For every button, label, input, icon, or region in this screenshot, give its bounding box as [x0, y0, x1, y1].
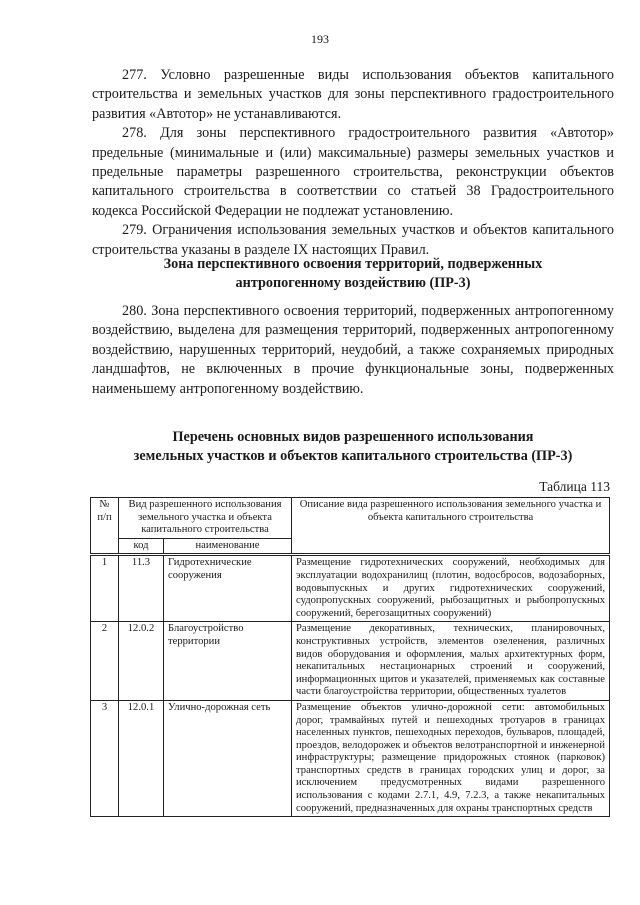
section-heading-line1: Зона перспективного освоения территорий, подверженных — [163, 256, 543, 272]
section-heading-line2: антропогенному воздействию (ПР-3) — [235, 275, 471, 291]
row-description: Размещение декоративных, технических, планировочных, конструктивных устройств, элементов озеленения, различных видов оборудования и оформления, малых архитектурных форм, некапитальных нестационарных строений и сооружений, информационных щитов и указателей, применяемых как составные части благоустройства территории, общественных туалетов — [292, 622, 610, 701]
row-num: 1 — [91, 555, 119, 622]
header-code: код — [119, 538, 164, 555]
row-code: 12.0.2 — [119, 622, 164, 701]
page-number: 193 — [311, 32, 329, 46]
row-code: 12.0.1 — [119, 700, 164, 816]
row-name: Благоустройство территории — [164, 622, 292, 701]
header-use-type: Вид разрешенного использования земельного участка и объекта капитального строительства — [119, 498, 292, 539]
table-caption: Таблица 113 — [539, 479, 610, 494]
paragraph-280-block — [92, 302, 614, 399]
header-name: наименование — [164, 538, 292, 555]
header-description: Описание вида разрешенного использования земельного участка и объекта капитального строительства — [292, 498, 610, 555]
header-num: № п/п — [91, 498, 119, 555]
row-code: 11.3 — [119, 555, 164, 622]
table-header-row — [91, 498, 610, 539]
list-heading-line2: земельных участков и объектов капитального строительства (ПР-3) — [133, 448, 573, 464]
list-heading-line1: Перечень основных видов разрешенного использования — [172, 429, 534, 445]
row-name: Гидротехнические сооружения — [164, 555, 292, 622]
paragraph-278: 278. Для зоны перспективного градостроительного развития «Автотор» предельные (минимальные и (или) максимальные) размеры земельных участков и предельные параметры разрешенного строительства, реконструкции объектов капитального строительства в соответствии со статьей 38 Градостроительного кодекса Российской Федерации не подлежат установлению. — [92, 125, 614, 219]
paragraph-280: 280. Зона перспективного освоения территорий, подверженных антропогенному воздействию, выделена для размещения территорий, подверженных антропогенному воздействию, нарушенных территорий, неудобий, а также сохраняемых природных ландшафтов, не включенных в прочие функциональные зоны, подверженных наименьшему антропогенному воздействию. — [92, 303, 614, 397]
list-heading — [92, 428, 614, 466]
table-row — [91, 622, 610, 701]
row-num: 2 — [91, 622, 119, 701]
permitted-use-table — [90, 497, 610, 817]
row-num: 3 — [91, 700, 119, 816]
row-name: Улично-дорожная сеть — [164, 700, 292, 816]
table-row — [91, 700, 610, 816]
top-paragraphs — [92, 66, 614, 260]
paragraph-277: 277. Условно разрешенные виды использования объектов капитального строительства и земельных участков для зоны перспективного градостроительного развития «Автотор» не устанавливаются. — [92, 67, 614, 122]
row-description: Размещение гидротехнических сооружений, необходимых для эксплуатации водохранилищ (плотин, водосбросов, водозаборных, водовыпускных и других гидротехнических сооружений, судопропускных сооружений, рыбозащитных и рыбопропускных сооружений, берегозащитных сооружений) — [292, 555, 610, 622]
row-description: Размещение объектов улично-дорожной сети: автомобильных дорог, трамвайных путей и пешеходных тротуаров в границах населенных пунктов, пешеходных переходов, бульваров, площадей, проездов, велодорожек и объектов велотранспортной и инженерной инфраструктуры; размещение придорожных стоянок (парковок) транспортных средств в границах городских улиц и дорог, за исключением предусмотренных видами разрешенного использования с кодами 2.7.1, 4.9, 7.2.3, а также некапитальных сооружений, предназначенных для охраны транспортных средств — [292, 700, 610, 816]
section-heading — [92, 255, 614, 293]
table-row — [91, 555, 610, 622]
paragraph-279: 279. Ограничения использования земельных участков и объектов капитального строительства указаны в разделе IX настоящих Правил. — [92, 222, 614, 258]
